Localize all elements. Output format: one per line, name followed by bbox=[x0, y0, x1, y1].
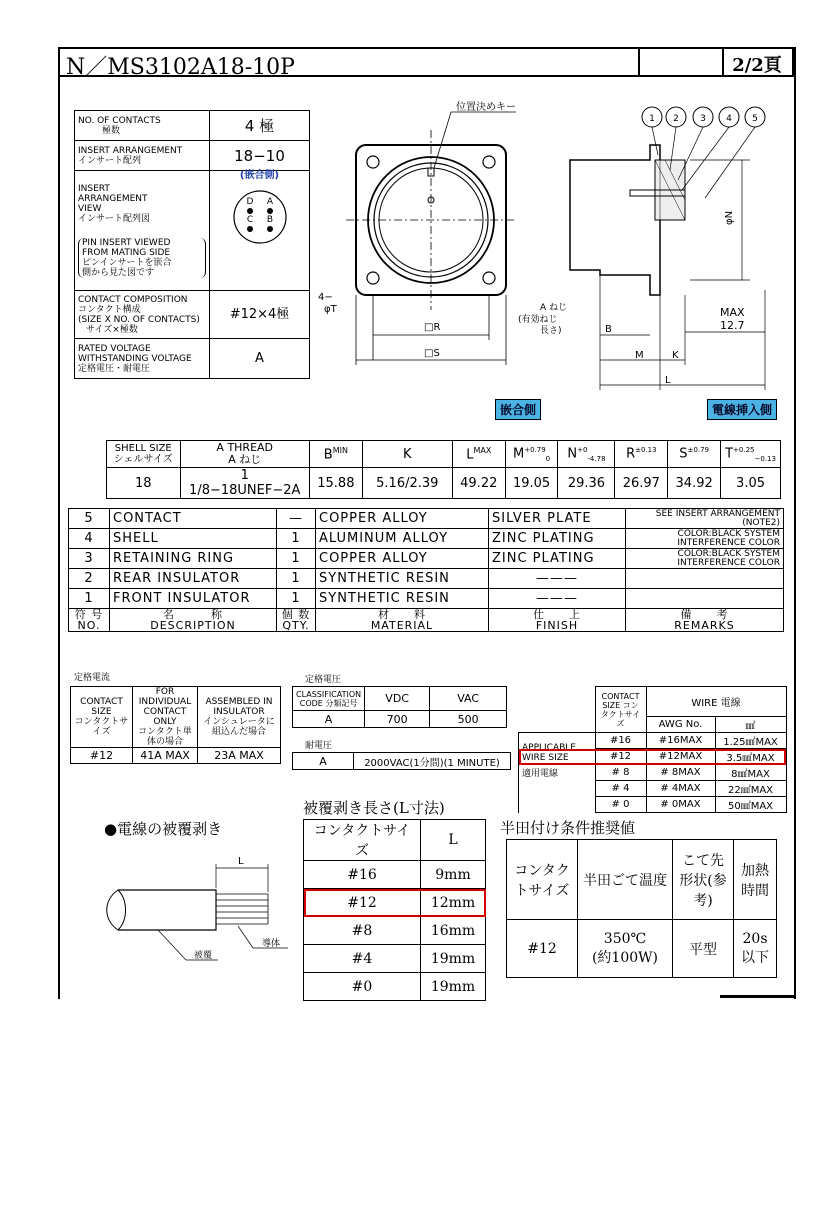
voltage-value: A bbox=[210, 339, 310, 379]
bom-row: 1 FRONT INSULATOR 1 SYNTHETIC RESIN ——— bbox=[69, 589, 784, 609]
b-label: B bbox=[605, 324, 612, 335]
current-title: 定格電流 bbox=[74, 673, 111, 683]
val-s: 34.92 bbox=[668, 468, 721, 499]
view-label: INSERT ARRANGEMENT VIEW インサート配列図 PIN INSERT VIEWED FROM MATING SIDE ピンインサートを嵌合 側から見た図です bbox=[75, 171, 210, 291]
pin-c: C bbox=[246, 215, 253, 225]
insert-view: (嵌合側) D A C B bbox=[210, 171, 310, 291]
bom-table bbox=[68, 508, 784, 632]
wire-row: # 0 # 0MAX 50㎟MAX bbox=[519, 797, 787, 813]
strip-table-title: 被覆剥き長さ(L寸法) bbox=[303, 799, 445, 817]
hdr-s: $S^{\pm 0.79}$ bbox=[668, 441, 721, 468]
specs-table bbox=[74, 110, 310, 379]
s-label: □S bbox=[424, 348, 440, 359]
contacts-value: 4 極 bbox=[210, 111, 310, 141]
wire-row: # 8 # 8MAX 8㎟MAX bbox=[519, 765, 787, 781]
val-r: 26.97 bbox=[615, 468, 668, 499]
thread-note: (有効ねじ bbox=[518, 315, 558, 325]
voltage-title: 定格電圧 bbox=[305, 675, 342, 685]
pin-b: B bbox=[266, 215, 273, 225]
val-l: 49.22 bbox=[452, 468, 505, 499]
wire-side-badge: 電線挿入側 bbox=[707, 399, 777, 420]
withstand-table: A 2000VAC(1分間)(1 MINUTE) bbox=[292, 752, 511, 770]
k-label: K bbox=[672, 350, 679, 361]
strip-row: #16 9mm bbox=[304, 861, 486, 889]
voltage-table: CLASSIFICATION CODE 分類記号 VDC VAC A 700 500 bbox=[292, 686, 507, 728]
arrangement-value: 18−10 bbox=[210, 141, 310, 171]
val-thread: 1 1/8−18UNEF−2A bbox=[180, 468, 309, 499]
strip-row: #4 19mm bbox=[304, 945, 486, 973]
bom-row: 3 RETAINING RING 1 COPPER ALLOY ZINC PLATING COLOR:BLACK SYSTEM INTERFERENCE COLOR bbox=[69, 549, 784, 569]
bom-row: 2 REAR INSULATOR 1 SYNTHETIC RESIN ——— bbox=[69, 569, 784, 589]
withstand-title: 耐電圧 bbox=[305, 741, 333, 751]
balloon-5: 5 bbox=[752, 114, 758, 124]
contacts-label: NO. OF CONTACTS 極数 bbox=[75, 111, 210, 141]
wire-strip-illustration bbox=[98, 850, 298, 970]
cover-label: 被覆 bbox=[194, 951, 213, 961]
hdr-r: $R^{\pm 0.13}$ bbox=[615, 441, 668, 468]
m-label: M bbox=[635, 350, 644, 361]
composition-label: CONTACT COMPOSITION コンタクト構成 (SIZE X NO. OF CONTACTS) サイズ×極数 bbox=[75, 291, 210, 339]
hole-label-t: φT bbox=[324, 304, 337, 315]
balloon-3: 3 bbox=[700, 114, 706, 124]
thread-label: A ねじ bbox=[540, 303, 568, 313]
strip-table: コンタクトサイズ L #16 9mm #12 12mm #8 16mm #4 19mm #0 19mm bbox=[303, 819, 486, 1001]
wire-row: APPLICABLE WIRE SIZE 適用電線 #16 #16MAX 1.25㎟MAX bbox=[519, 733, 787, 749]
hdr-thread: A THREAD A ねじ bbox=[180, 441, 309, 468]
max-value: 12.7 bbox=[720, 319, 745, 332]
key-label: 位置決めキー bbox=[456, 102, 516, 113]
hdr-k: K bbox=[362, 441, 452, 468]
strip-row: #8 16mm bbox=[304, 917, 486, 945]
max-label: MAX bbox=[720, 306, 745, 319]
val-n: 29.36 bbox=[558, 468, 615, 499]
pin-d: D bbox=[246, 197, 253, 207]
page-number: 2/2頁 bbox=[732, 55, 782, 76]
current-table: CONTACT SIZE コンタクトサイズ FOR INDIVIDUAL CONTACT ONLY コンタクト単体の場合 ASSEMBLED IN INSULATOR インシュレータに組込んだ場合 #12 41A MAX 23A MAX bbox=[70, 686, 281, 764]
balloon-2: 2 bbox=[673, 114, 679, 124]
solder-title: 半田付け条件推奨値 bbox=[500, 819, 636, 837]
bom-header: 符 号 NO. 名 称 DESCRIPTION 個 数 QTY. 材 料 MATERIAL 仕 上 FINISH 備 考 REMARKS bbox=[69, 609, 784, 632]
r-label: □R bbox=[424, 322, 441, 333]
strip-row-highlight: #12 12mm bbox=[304, 889, 486, 917]
solder-table: コンタクトサイズ 半田ごて温度 こて先形状(参考) 加熱時間 #12 350℃ (約100W) 平型 20s 以下 bbox=[506, 839, 777, 978]
strip-section-title: ●電線の被覆剥き bbox=[104, 820, 223, 838]
bom-row: 5 CONTACT — COPPER ALLOY SILVER PLATE SEE INSERT ARRANGEMENT (NOTE2) bbox=[69, 509, 784, 529]
insert-arrangement-icon bbox=[230, 187, 290, 247]
balloon-1: 1 bbox=[649, 114, 655, 124]
pin-a: A bbox=[266, 197, 273, 207]
l-label: L bbox=[665, 375, 671, 386]
dimension-table bbox=[106, 440, 781, 499]
voltage-label: RATED VOLTAGE WITHSTANDING VOLTAGE 定格電圧・耐電圧 bbox=[75, 339, 210, 379]
val-shell: 18 bbox=[107, 468, 181, 499]
hdr-t: $T^{+0.25}_{-0.13}$ bbox=[721, 441, 781, 468]
thread-note2: 長さ) bbox=[540, 326, 562, 336]
balloon-4: 4 bbox=[726, 114, 732, 124]
hdr-b: $B^{MIN}$ bbox=[309, 441, 362, 468]
composition-value: #12×4極 bbox=[210, 291, 310, 339]
wire-table: CONTACT SIZE コンタクトサイズ WIRE 電線 AWG No. ㎟ APPLICABLE WIRE SIZE 適用電線 #16 #16MAX 1.25㎟MAX #12 #12MAX 3.5㎟MAX # 8 # 8MAX 8㎟MAX # 4 # 4MAX 22㎟MAX # 0 # 0MAX 50㎟MAX bbox=[518, 686, 787, 813]
n-label: φN bbox=[724, 210, 735, 225]
hdr-l: $L^{MAX}$ bbox=[452, 441, 505, 468]
side-view-drawing bbox=[510, 100, 790, 400]
val-m: 19.05 bbox=[505, 468, 558, 499]
val-t: 3.05 bbox=[721, 468, 781, 499]
val-k: 5.16/2.39 bbox=[362, 468, 452, 499]
hdr-n: $N^{+0}_{-4.78}$ bbox=[558, 441, 615, 468]
part-number: N／MS3102A18-10P bbox=[66, 55, 295, 80]
hdr-m: $M^{+0.79}_0$ bbox=[505, 441, 558, 468]
strip-l-label: L bbox=[238, 856, 244, 867]
hdr-shell: SHELL SIZE シェルサイズ bbox=[107, 441, 181, 468]
val-b: 15.88 bbox=[309, 468, 362, 499]
mating-side-badge: 嵌合側 bbox=[495, 399, 541, 420]
wire-row-highlight: #12 #12MAX 3.5㎟MAX bbox=[519, 749, 787, 765]
conductor-label: 導体 bbox=[262, 939, 281, 949]
bom-row: 4 SHELL 1 ALUMINUM ALLOY ZINC PLATING COLOR:BLACK SYSTEM INTERFERENCE COLOR bbox=[69, 529, 784, 549]
strip-row: #0 19mm bbox=[304, 973, 486, 1001]
hole-label: 4− bbox=[318, 292, 333, 303]
arrangement-label: INSERT ARRANGEMENT インサート配列 bbox=[75, 141, 210, 171]
wire-row: # 4 # 4MAX 22㎟MAX bbox=[519, 781, 787, 797]
bottom-mark bbox=[720, 995, 794, 998]
